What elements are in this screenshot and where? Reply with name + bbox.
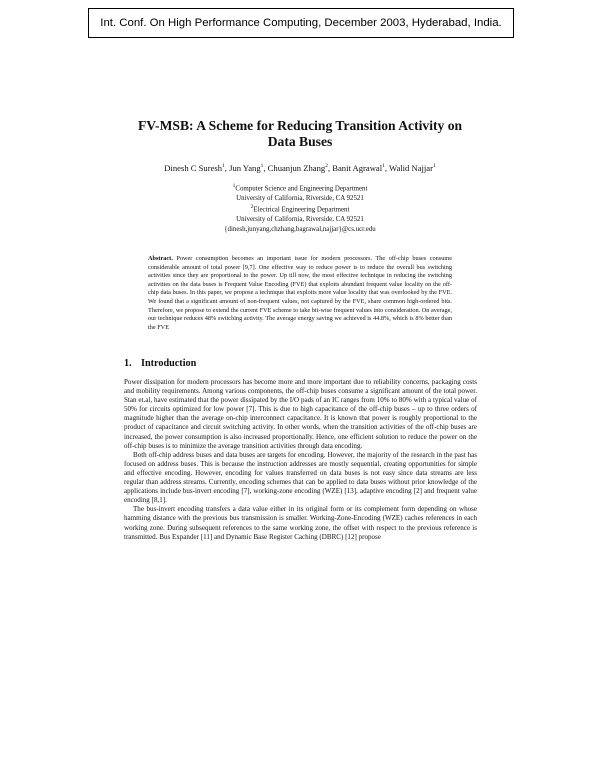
affiliations <box>150 182 450 235</box>
author: Dinesh C Suresh <box>164 163 223 173</box>
paragraph: Power dissipation for modern processors has become more and more important due to reliability concerns, packaging costs and mobility requirements. Among various components, the off-chip buses consume a significant amount of the total power. Stan et.al, have estimated that the power dissipated by the I/O pads of an IC ranges from 10% to 80% with a typical value of 50% for circuits optimized for low power [7]. This is due to high capacitance of the off-chip buses – up to three orders of magnitude higher than the average on-chip interconnect capacitance. It is known that power is roughly proportional to the product of capacitance and circuit switching activity. In other words, when the transition activities of the off-chip buses are increased, the power consumption is also increased proportionally. Hence, one efficient solution to reduce the power on the off-chip buses is to minimize the average transition activities through data encoding. <box>124 378 477 450</box>
title-line-2: Data Buses <box>267 134 333 149</box>
author-affiliation-mark: 2 <box>325 163 328 170</box>
affiliation-1-univ: University of California, Riverside, CA 92521 <box>236 194 364 202</box>
paragraph: Both off-chip address buses and data buses are targets for encoding. However, the majority of the research in the past has focused on address buses. This is because the instruction addresses are mostly sequential, creating opportunities for simple and effective encoding. However, encoding for values transferred on data buses is not easy since data streams are less regular than address streams. Currently, encoding schemes that can be applied to data buses without prior knowledge of the applications include bus-invert encoding [7], working-zone encoding (WZE) [13], adaptive encoding [2] and frequent value encoding [8,1]. <box>124 450 477 505</box>
abstract-text: Power consumption becomes an important issue for modern processors. The off-chip buses consume considerable amount of total power [9,7]. One effective way to reduce power is to reduce the overall bus switching activities since they are proportional to the power. Up till now, the most effective technique in reducing the switching activities on the data buses is Frequent Value Encoding (FVE) that exploits abundant frequent value locality on the off-chip data buses. In this paper, we propose a technique that exploits more value locality that was overlooked by the FVE. We found that a significant amount of non-frequent values, not captured by the FVE, share common high-ordered bits. Therefore, we propose to extend the current FVE scheme to take bit-wise frequent values into consideration. On average, our technique reduces 48% switching activity. The average energy saving we achieved is 44.8%, which is 8% better than the FVE <box>148 255 452 331</box>
title-line-1: FV-MSB: A Scheme for Reducing Transition Activity on <box>137 118 463 133</box>
author: Chuanjun Zhang <box>267 163 326 173</box>
author-emails: {dinesh,junyang,chzhang,bagrawal,najjar}@cs.ucr.edu <box>224 225 376 233</box>
conference-text: Int. Conf. On High Performance Computing, December 2003, Hyderabad, India. <box>100 17 502 29</box>
section-number: 1. <box>124 358 132 369</box>
section-title: Introduction <box>141 358 197 369</box>
author-affiliation-mark: 1 <box>382 163 385 170</box>
section-heading <box>124 358 196 369</box>
affiliation-2-univ: University of California, Riverside, CA 92521 <box>236 216 364 224</box>
affiliation-2-dept: $^2$Electrical Engineering Department <box>250 204 350 214</box>
author-affiliation-mark: 1 <box>432 163 436 170</box>
author: Banit Agrawal <box>332 163 383 173</box>
abstract <box>148 255 452 332</box>
author-affiliation-mark: 1 <box>222 163 225 170</box>
author-list: Dinesh C Suresh$^1$, Jun Yang$^1$, Chuanjun Zhang$^2$, Banit Agrawal$^1$, Walid Najjar$^1$ <box>164 163 436 173</box>
paragraph: The bus-invert encoding transfers a data value either in its original form or its complement form depending on whose hamming distance with the previous bus transmission is smaller. Working-Zone-Encoding (WZE) caches references in each working zone. During subsequent references to the same working zone, the offset with respect to the previous reference is transmitted. Bus Expander [11] and Dynamic Base Register Caching (DBRC) [12] propose <box>124 505 477 541</box>
abstract-label: Abstract. <box>148 255 173 262</box>
body-text <box>124 378 477 542</box>
affiliation-1-dept: $^1$Computer Science and Engineering Department <box>232 183 368 193</box>
conference-header <box>88 8 514 38</box>
author: Jun Yang <box>229 163 261 173</box>
paper-title <box>110 118 490 150</box>
author: Walid Najjar <box>389 163 433 173</box>
author-affiliation-mark: 1 <box>260 163 264 170</box>
